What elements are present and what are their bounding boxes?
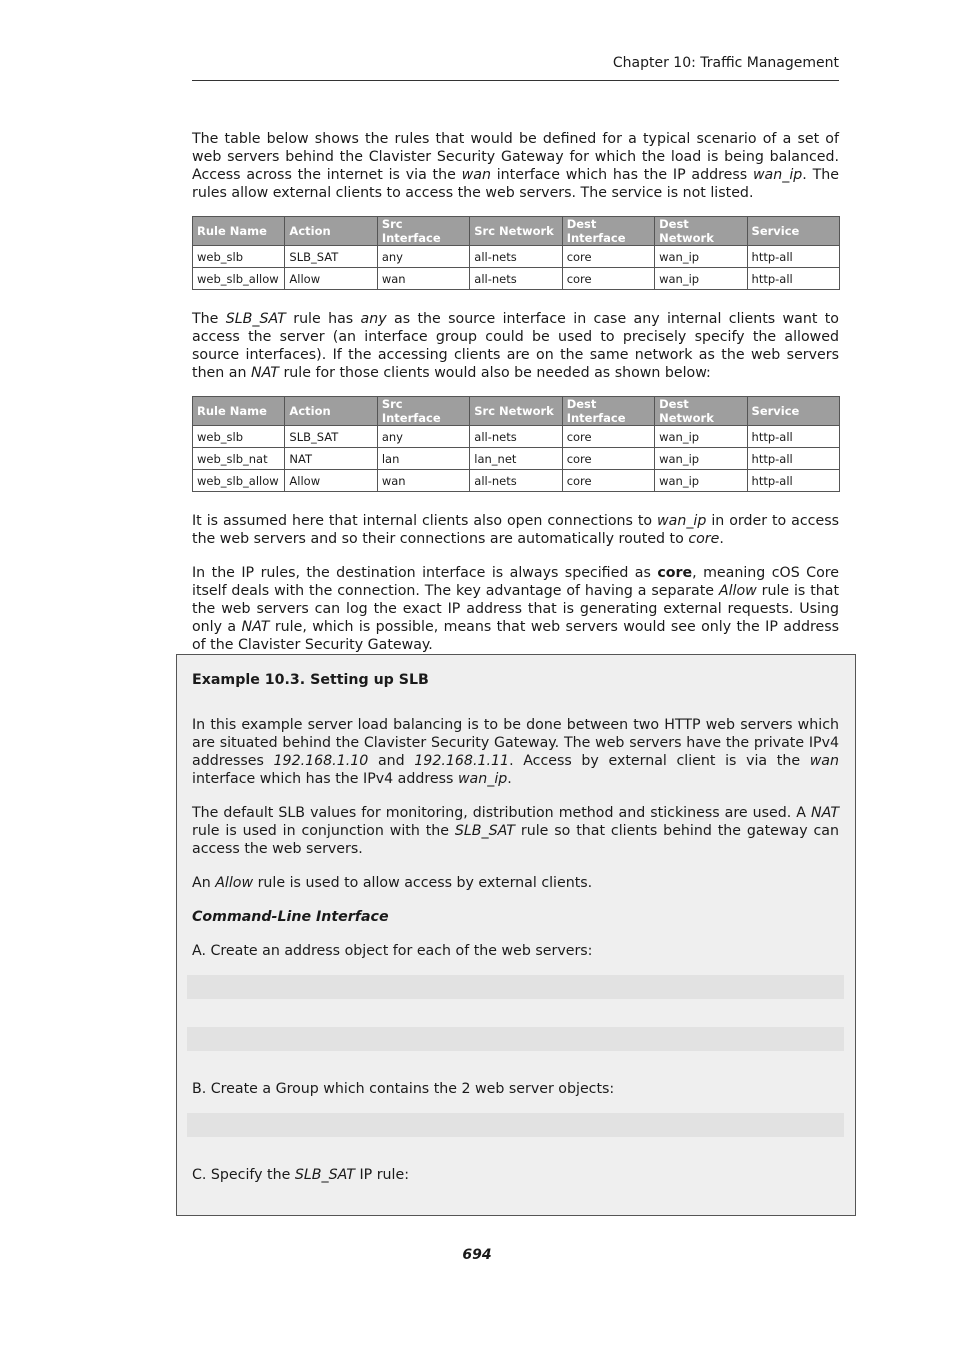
table-cell: any xyxy=(377,426,469,448)
table-cell: wan_ip xyxy=(655,426,747,448)
column-header: Src Interface xyxy=(377,397,469,426)
text-run: interface which has the IP address xyxy=(490,167,753,183)
table-cell: lan xyxy=(377,448,469,470)
column-header: Dest Network xyxy=(655,397,747,426)
text-run: wan_ip xyxy=(752,167,803,183)
column-header: Src Interface xyxy=(377,217,469,246)
text-run: , meaning cOS Core itself deals with the connection. The key advantage of having a separate xyxy=(192,565,840,599)
text-run: C. Specify the xyxy=(192,1167,295,1183)
table-cell: SLB_SAT xyxy=(285,426,377,448)
table-cell: all-nets xyxy=(470,246,562,268)
text-run: 192.168.1.11 xyxy=(414,753,510,769)
text-run: NAT xyxy=(250,365,279,381)
text-run: and xyxy=(368,753,415,769)
text-run: In the IP rules, the destination interface is always specified as xyxy=(192,565,658,581)
column-header: Rule Name xyxy=(193,217,285,246)
text-run: core xyxy=(688,531,720,547)
text-run: rule is used to allow access by external clients. xyxy=(253,875,593,891)
table-cell: web_slb xyxy=(193,246,285,268)
table-cell: core xyxy=(562,426,654,448)
text-run: The xyxy=(192,311,226,327)
intro-paragraph xyxy=(192,130,839,202)
text-run: NAT xyxy=(811,805,839,821)
page-number: 694 xyxy=(462,1247,492,1263)
example-allow-paragraph xyxy=(192,874,839,892)
text-run: in order to access the web servers and so their connections are automatically routed to xyxy=(192,513,839,547)
step-a-text: A. Create an address object for each of the web servers: xyxy=(192,943,593,959)
text-run: IP rule: xyxy=(354,1167,409,1183)
step-b-text: B. Create a Group which contains the 2 web server objects: xyxy=(192,1081,615,1097)
table-cell: web_slb_allow xyxy=(193,268,285,290)
table-row xyxy=(193,268,840,290)
text-run: 192.168.1.10 xyxy=(273,753,369,769)
text-run: wan xyxy=(461,167,491,183)
text-run: An xyxy=(192,875,216,891)
table-cell: http-all xyxy=(747,246,839,268)
table-header-row xyxy=(193,217,840,246)
table-cell: wan xyxy=(377,470,469,492)
column-header: Dest Interface xyxy=(562,397,654,426)
table-cell: core xyxy=(562,246,654,268)
slb-sat-paragraph xyxy=(192,310,839,382)
text-run: wan_ip xyxy=(657,513,707,529)
table-cell: web_slb_nat xyxy=(193,448,285,470)
rules-table-2 xyxy=(192,396,840,492)
column-header: Dest Network xyxy=(655,217,747,246)
table-header-row xyxy=(193,397,840,426)
text-run: . xyxy=(507,771,512,787)
text-run: . xyxy=(719,531,724,547)
table-cell: wan xyxy=(377,268,469,290)
table-cell: web_slb_allow xyxy=(193,470,285,492)
text-run: The default SLB values for monitoring, distribution method and stickiness are used. A xyxy=(192,805,812,821)
table-cell: SLB_SAT xyxy=(285,246,377,268)
text-run: interface which has the IPv4 address xyxy=(192,771,458,787)
text-run: . Access by external client is via the xyxy=(509,753,810,769)
example-defaults-paragraph xyxy=(192,804,839,858)
text-run: Allow xyxy=(215,875,254,891)
code-block xyxy=(187,1027,844,1051)
internal-clients-paragraph xyxy=(192,512,839,548)
table-row xyxy=(193,246,840,268)
rules-table-1 xyxy=(192,216,840,290)
column-header: Service xyxy=(747,217,839,246)
table-row xyxy=(193,448,840,470)
column-header: Action xyxy=(285,217,377,246)
table-cell: any xyxy=(377,246,469,268)
text-run: rule so that clients behind the gateway can access the web servers. xyxy=(192,823,839,857)
table-row xyxy=(193,470,840,492)
table-row xyxy=(193,426,840,448)
example-intro-paragraph xyxy=(192,716,839,788)
text-run: rule for those clients would also be needed as shown below: xyxy=(278,365,711,381)
table-cell: all-nets xyxy=(470,470,562,492)
header-divider xyxy=(192,80,839,81)
step-c-text xyxy=(192,1166,839,1184)
table-cell: Allow xyxy=(285,268,377,290)
text-run: rule, which is possible, means that web servers would see only the IP address of the Clavister Security Gateway. xyxy=(192,619,839,653)
code-block xyxy=(187,1113,844,1137)
table-cell: core xyxy=(562,268,654,290)
text-run: rule has xyxy=(285,311,361,327)
column-header: Service xyxy=(747,397,839,426)
text-run: SLB_SAT xyxy=(225,311,286,327)
table-cell: wan_ip xyxy=(655,448,747,470)
table-cell: http-all xyxy=(747,426,839,448)
table-cell: Allow xyxy=(285,470,377,492)
text-run: as the source interface in case any internal clients want to access the server (an interface group could be used to precisely specify the allowed source interfaces). If the accessing clients are on the same network as the web servers then an xyxy=(192,311,839,381)
text-run: . The rules allow external clients to access the web servers. The service is not listed. xyxy=(192,167,839,201)
column-header: Src Network xyxy=(470,217,562,246)
table-cell: http-all xyxy=(747,470,839,492)
text-run: In this example server load balancing is to be done between two HTTP web servers which are situated behind the Clavister Security Gateway. The web servers have the private IPv4 addresses xyxy=(192,717,839,769)
table-cell: http-all xyxy=(747,268,839,290)
code-block xyxy=(187,975,844,999)
text-run: It is assumed here that internal clients also open connections to xyxy=(192,513,658,529)
text-run: core xyxy=(657,565,693,581)
text-run: The table below shows the rules that would be defined for a typical scenario of a set of web servers behind the Clavister Security Gateway for which the load is being balanced. Access across the internet is via the xyxy=(192,131,839,183)
text-run: NAT xyxy=(241,619,270,635)
column-header: Src Network xyxy=(470,397,562,426)
text-run: any xyxy=(360,311,387,327)
example-title: Example 10.3. Setting up SLB xyxy=(192,672,429,688)
column-header: Rule Name xyxy=(193,397,285,426)
column-header: Dest Interface xyxy=(562,217,654,246)
text-run: SLB_SAT xyxy=(454,823,515,839)
table-cell: all-nets xyxy=(470,268,562,290)
text-run: wan_ip xyxy=(457,771,508,787)
table-cell: web_slb xyxy=(193,426,285,448)
ip-rules-paragraph xyxy=(192,564,839,654)
column-header: Action xyxy=(285,397,377,426)
table-cell: http-all xyxy=(747,448,839,470)
text-run: wan xyxy=(809,753,839,769)
text-run: rule is used in conjunction with the xyxy=(192,823,455,839)
table-cell: wan_ip xyxy=(655,268,747,290)
table-cell: NAT xyxy=(285,448,377,470)
table-cell: wan_ip xyxy=(655,470,747,492)
table-cell: core xyxy=(562,470,654,492)
example-box xyxy=(176,654,856,1216)
chapter-header: Chapter 10: Traffic Management xyxy=(612,55,839,71)
table-cell: all-nets xyxy=(470,426,562,448)
text-run: rule is that the web servers can log the exact IP address that is generating external requests. Using only a xyxy=(192,583,840,635)
text-run: SLB_SAT xyxy=(294,1167,355,1183)
text-run: Allow xyxy=(718,583,757,599)
table-cell: wan_ip xyxy=(655,246,747,268)
table-cell: lan_net xyxy=(470,448,562,470)
cli-heading: Command-Line Interface xyxy=(192,909,389,925)
table-cell: core xyxy=(562,448,654,470)
